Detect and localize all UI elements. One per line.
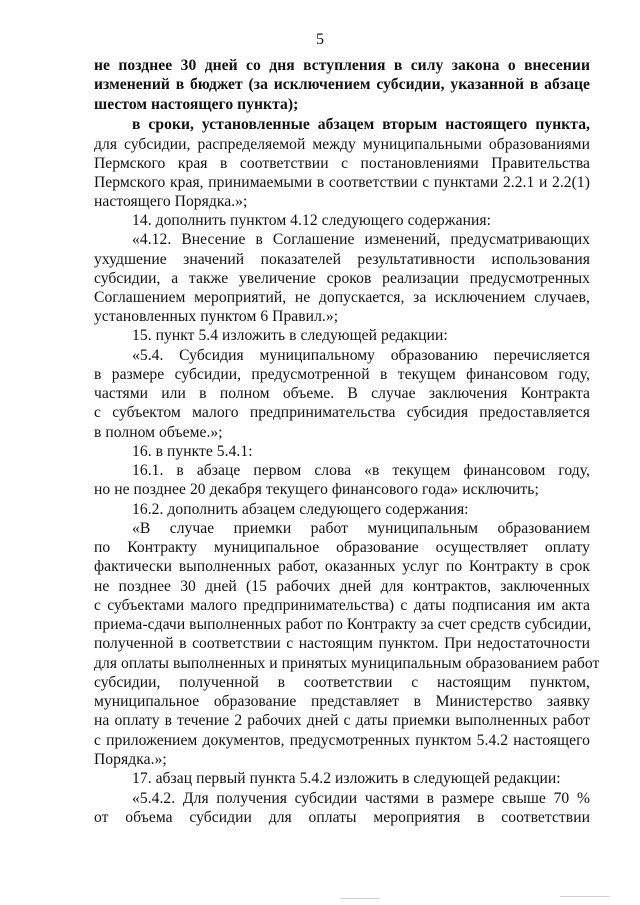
text-line: «5.4. Субсидия муниципальному образованию перечисляется xyxy=(132,347,590,364)
text-line: Порядка.»; xyxy=(94,751,167,768)
text-line: на оплату в течение 2 рабочих дней с даты приемки выполненных работ xyxy=(94,712,590,729)
text-line: по Контракту муниципальное образование осуществляет оплату xyxy=(94,539,590,556)
text-line: Пермского края в соответствии с постановлениями Правительства xyxy=(94,155,590,172)
text-line: в размере субсидии, предусмотренной в текущем финансовом году, xyxy=(94,366,590,383)
text-line: «В случае приемки работ муниципальным образованием xyxy=(132,520,590,537)
text-line: в сроки, установленные абзацем вторым настоящего пункта, xyxy=(132,116,590,133)
text-line: с приложением документов, предусмотренных пунктом 5.4.2 настоящего xyxy=(94,732,590,749)
scan-artifact xyxy=(340,898,380,899)
text-line: Пермского края, принимаемыми в соответствии с пунктами 2.2.1 и 2.2(1) xyxy=(94,174,590,191)
text-line: 15. пункт 5.4 изложить в следующей редакции: xyxy=(132,327,448,344)
page-number: 5 xyxy=(316,31,324,48)
text-line: настоящего Порядка.»; xyxy=(94,193,248,210)
text-line: 16.1. в абзаце первом слова «в текущем финансовом году, xyxy=(132,462,590,479)
text-line: «5.4.2. Для получения субсидии частями в размере свыше 70 % xyxy=(132,790,590,807)
text-line: шестом настоящего пункта); xyxy=(94,96,299,113)
text-line: 16. в пункте 5.4.1: xyxy=(132,443,253,460)
scan-artifact xyxy=(560,896,610,897)
text-line: изменений в бюджет (за исключением субсидии, указанной в абзаце xyxy=(94,76,590,93)
text-line: муниципальное образование представляет в Министерство заявку xyxy=(94,693,590,710)
text-line: 17. абзац первый пункта 5.4.2 изложить в следующей редакции: xyxy=(132,770,561,787)
text-line: не позднее 30 дней со дня вступления в силу закона о внесении xyxy=(94,57,590,74)
text-line: установленных пунктом 6 Правил.»; xyxy=(94,308,339,325)
text-line: субсидии, полученной в соответствии с настоящим пунктом, xyxy=(94,674,590,691)
text-line: частями или в полном объеме. В случае заключения Контракта xyxy=(94,385,590,402)
text-line: 14. дополнить пунктом 4.12 следующего содержания: xyxy=(132,212,491,229)
text-line: 16.2. дополнить абзацем следующего содержания: xyxy=(132,501,469,518)
text-line: от объема субсидии для оплаты мероприятия в соответствии xyxy=(94,809,590,826)
text-line: но не позднее 20 декабря текущего финансового года» исключить; xyxy=(94,481,539,498)
text-line: ухудшение значений показателей результативности использования xyxy=(94,251,590,268)
text-line: для оплаты выполненных и принятых муниципальным образованием работ xyxy=(94,655,600,672)
text-line: с субъектом малого предпринимательства субсидия предоставляется xyxy=(94,404,590,421)
text-line: приема-сдачи выполненных работ по Контракту за счет средств субсидии, xyxy=(94,616,592,633)
text-line: «4.12. Внесение в Соглашение изменений, предусматривающих xyxy=(132,231,590,248)
text-line: в полном объеме.»; xyxy=(94,424,223,441)
text-line: фактически выполненных работ, оказанных услуг по Контракту в срок xyxy=(94,558,590,575)
text-line: с субъектами малого предпринимательства) с даты подписания им акта xyxy=(94,597,590,614)
text-line: полученной в соответствии с настоящим пунктом. При недостаточности xyxy=(94,635,590,652)
text-line: субсидии, а также увеличение сроков реализации предусмотренных xyxy=(94,270,590,287)
text-line: для субсидии, распределяемой между муниципальными образованиями xyxy=(94,136,590,153)
text-line: Соглашением мероприятий, не допускается, за исключением случаев, xyxy=(94,289,590,306)
text-line: не позднее 30 дней (15 рабочих дней для контрактов, заключенных xyxy=(94,578,590,595)
